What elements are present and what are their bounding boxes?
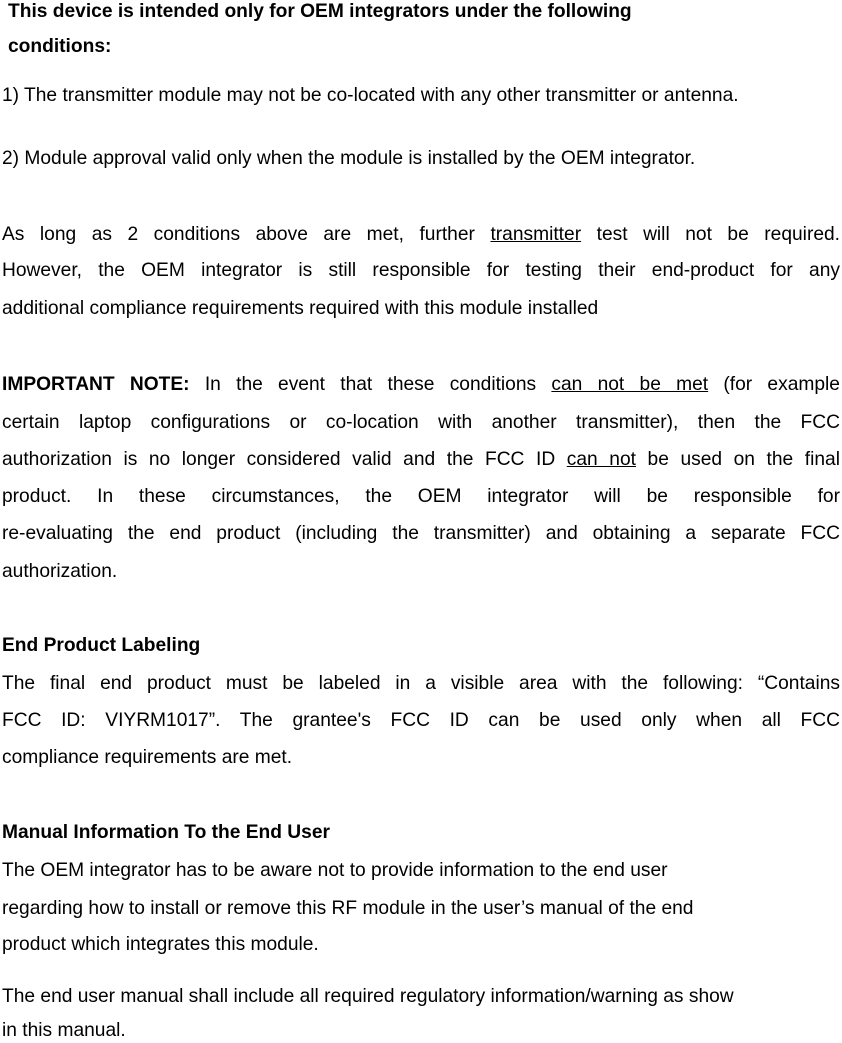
important-line-1-b: (for example xyxy=(723,374,840,395)
condition-1: 1) The transmitter module may not be co-located with any other transmitter or antenna. xyxy=(2,85,739,106)
important-line-1-a: In the event that these conditions xyxy=(204,374,537,395)
manual-heading: Manual Information To the End User xyxy=(2,822,330,843)
manual-line-1: The OEM integrator has to be aware not to provide information to the end user xyxy=(2,860,668,881)
para1-line-1 xyxy=(2,223,840,247)
important-line-3-b: be used on the final xyxy=(647,449,840,470)
para1-line-3: additional compliance requirements required with this module installed xyxy=(2,298,599,319)
para1-line-2: However, the OEM integrator is still responsible for testing their end-product for any xyxy=(2,260,840,281)
can-not-be-met-underlined: can not be met xyxy=(551,374,709,395)
important-line-4: product. In these circumstances, the OEM integrator will be responsible for xyxy=(2,486,840,507)
transmitter-underlined: transmitter xyxy=(490,224,582,245)
important-line-6: authorization. xyxy=(2,561,118,582)
manual-line-3: product which integrates this module. xyxy=(2,934,319,955)
can-not-underlined: can not xyxy=(566,449,636,470)
labeling-line-1: The final end product must be labeled in a visible area with the following: “Contains xyxy=(2,673,840,694)
labeling-heading: End Product Labeling xyxy=(2,635,201,656)
important-label: IMPORTANT NOTE: xyxy=(2,374,190,395)
intro-line-1: This device is intended only for OEM integrators under the following xyxy=(8,1,632,22)
manual-line-2: regarding how to install or remove this RF module in the user’s manual of the end xyxy=(2,898,694,919)
para1-line-1-pre: As long as 2 conditions above are met, further xyxy=(2,224,475,245)
important-line-1 xyxy=(2,373,840,397)
para1-line-1-post: test will not be required. xyxy=(596,224,841,245)
condition-2: 2) Module approval valid only when the module is installed by the OEM integrator. xyxy=(2,148,696,169)
manual-line-4: The end user manual shall include all required regulatory information/warning as show xyxy=(2,986,734,1007)
intro-line-2: conditions: xyxy=(8,36,112,57)
important-line-3-a: authorization is no longer considered valid and the FCC ID xyxy=(2,449,556,470)
manual-line-5: in this manual. xyxy=(2,1020,126,1041)
labeling-line-3: compliance requirements are met. xyxy=(2,747,293,768)
important-line-2: certain laptop configurations or co-location with another transmitter), then the FCC xyxy=(2,412,840,433)
labeling-line-2: FCC ID: VIYRM1017”. The grantee's FCC ID can be used only when all FCC xyxy=(2,710,840,731)
important-line-5: re-evaluating the end product (including the transmitter) and obtaining a separate FCC xyxy=(2,523,840,544)
important-line-3 xyxy=(2,448,840,472)
